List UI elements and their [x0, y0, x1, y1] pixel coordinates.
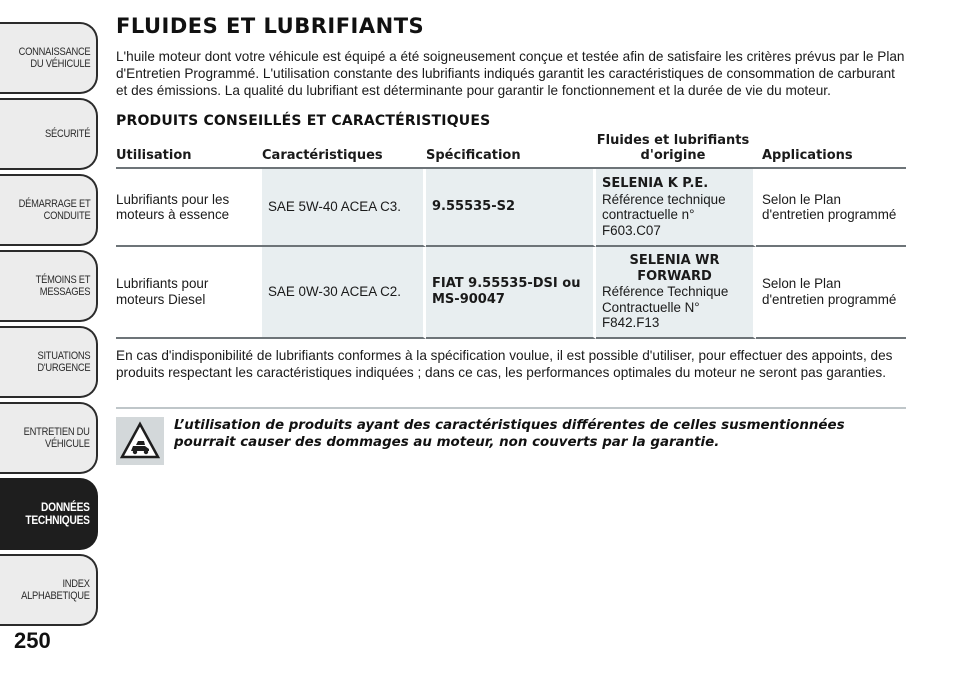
tab-entretien-du-vehicule[interactable]: ENTRETIEN DU VÉHICULE	[0, 402, 98, 474]
section-title: PRODUITS CONSEILLÉS ET CARACTÉRISTIQUES	[116, 113, 491, 129]
cell-usage: Lubrifiants pour moteurs Diesel	[116, 247, 262, 339]
tab-situations-d-urgence[interactable]: SITUATIONS D'URGENCE	[0, 326, 98, 398]
warning-triangle-icon	[116, 417, 164, 465]
page-number: 250	[14, 628, 51, 653]
header-specification: Spécification	[426, 133, 596, 169]
tab-index-alphabetique[interactable]: INDEX ALPHABETIQUE	[0, 554, 98, 626]
lubricants-table	[116, 133, 906, 339]
header-applications: Applications	[756, 133, 906, 169]
fluid-name: SELENIA K P.E.	[602, 176, 709, 191]
table-row	[116, 247, 906, 339]
cell-applications: Selon le Plan d'entretien programmé	[756, 169, 906, 247]
table-row	[116, 169, 906, 247]
fluid-name: SELENIA WR FORWARD	[629, 253, 720, 284]
tab-securite[interactable]: SÉCURITÉ	[0, 98, 98, 170]
tab-connaissance-du-vehicule[interactable]: CONNAISSANCE DU VÉHICULE	[0, 22, 98, 94]
table-header-row	[116, 133, 906, 169]
main-content	[116, 14, 906, 465]
cell-specification: 9.55535-S2	[426, 169, 596, 247]
tab-demarrage-et-conduite[interactable]: DÉMARRAGE ET CONDUITE	[0, 174, 98, 246]
tab-donnees-techniques[interactable]: DONNÉES TECHNIQUES	[0, 478, 98, 550]
warning-text: L’utilisation de produits ayant des caractéristiques différentes de celles susmentionnées pourrait causer des dommages au moteur, non couverts par la garantie.	[174, 417, 845, 450]
cell-characteristics: SAE 0W-30 ACEA C2.	[262, 247, 426, 339]
header-characteristics: Caractéristiques	[262, 133, 426, 169]
cell-specification: FIAT 9.55535-DSI ou MS-90047	[426, 247, 596, 339]
outro-paragraph: En cas d'indisponibilité de lubrifiants conformes à la spécification voulue, il est possible d'utiliser, pour effectuer des appoints, des produits respectant les caractéristiques indiquées ; dans ce cas, les performances optimales du moteur ne seront pas garanties.	[116, 347, 893, 380]
warning-box	[116, 417, 906, 465]
fluid-reference: Référence technique contractuelle n° F603.C07	[602, 191, 726, 238]
cell-fluid	[596, 169, 756, 247]
tab-temoins-et-messages[interactable]: TÉMOINS ET MESSAGES	[0, 250, 98, 322]
cell-usage: Lubrifiants pour les moteurs à essence	[116, 169, 262, 247]
cell-characteristics: SAE 5W-40 ACEA C3.	[262, 169, 426, 247]
fluid-reference: Référence Technique Contractuelle N° F842.F13	[602, 284, 729, 330]
page-title: FLUIDES ET LUBRIFIANTS	[116, 14, 425, 38]
header-fluids: Fluides et lubrifiants d'origine	[596, 133, 756, 169]
cell-applications: Selon le Plan d'entretien programmé	[756, 247, 906, 339]
intro-paragraph: L'huile moteur dont votre véhicule est équipé a été soigneusement conçue et testée afin de satisfaire les critères prévus par le Plan d'Entretien Programmé. L'utilisation constante des lubrifiants indiqués garantit les caractéristiques de consommation de carburant et des émissions. La qualité du lubrifiant est déterminante pour garantir le fonctionnement et la durée de vie du moteur.	[116, 49, 905, 98]
header-usage: Utilisation	[116, 133, 262, 169]
cell-fluid	[596, 247, 756, 339]
warning-divider	[116, 407, 906, 409]
